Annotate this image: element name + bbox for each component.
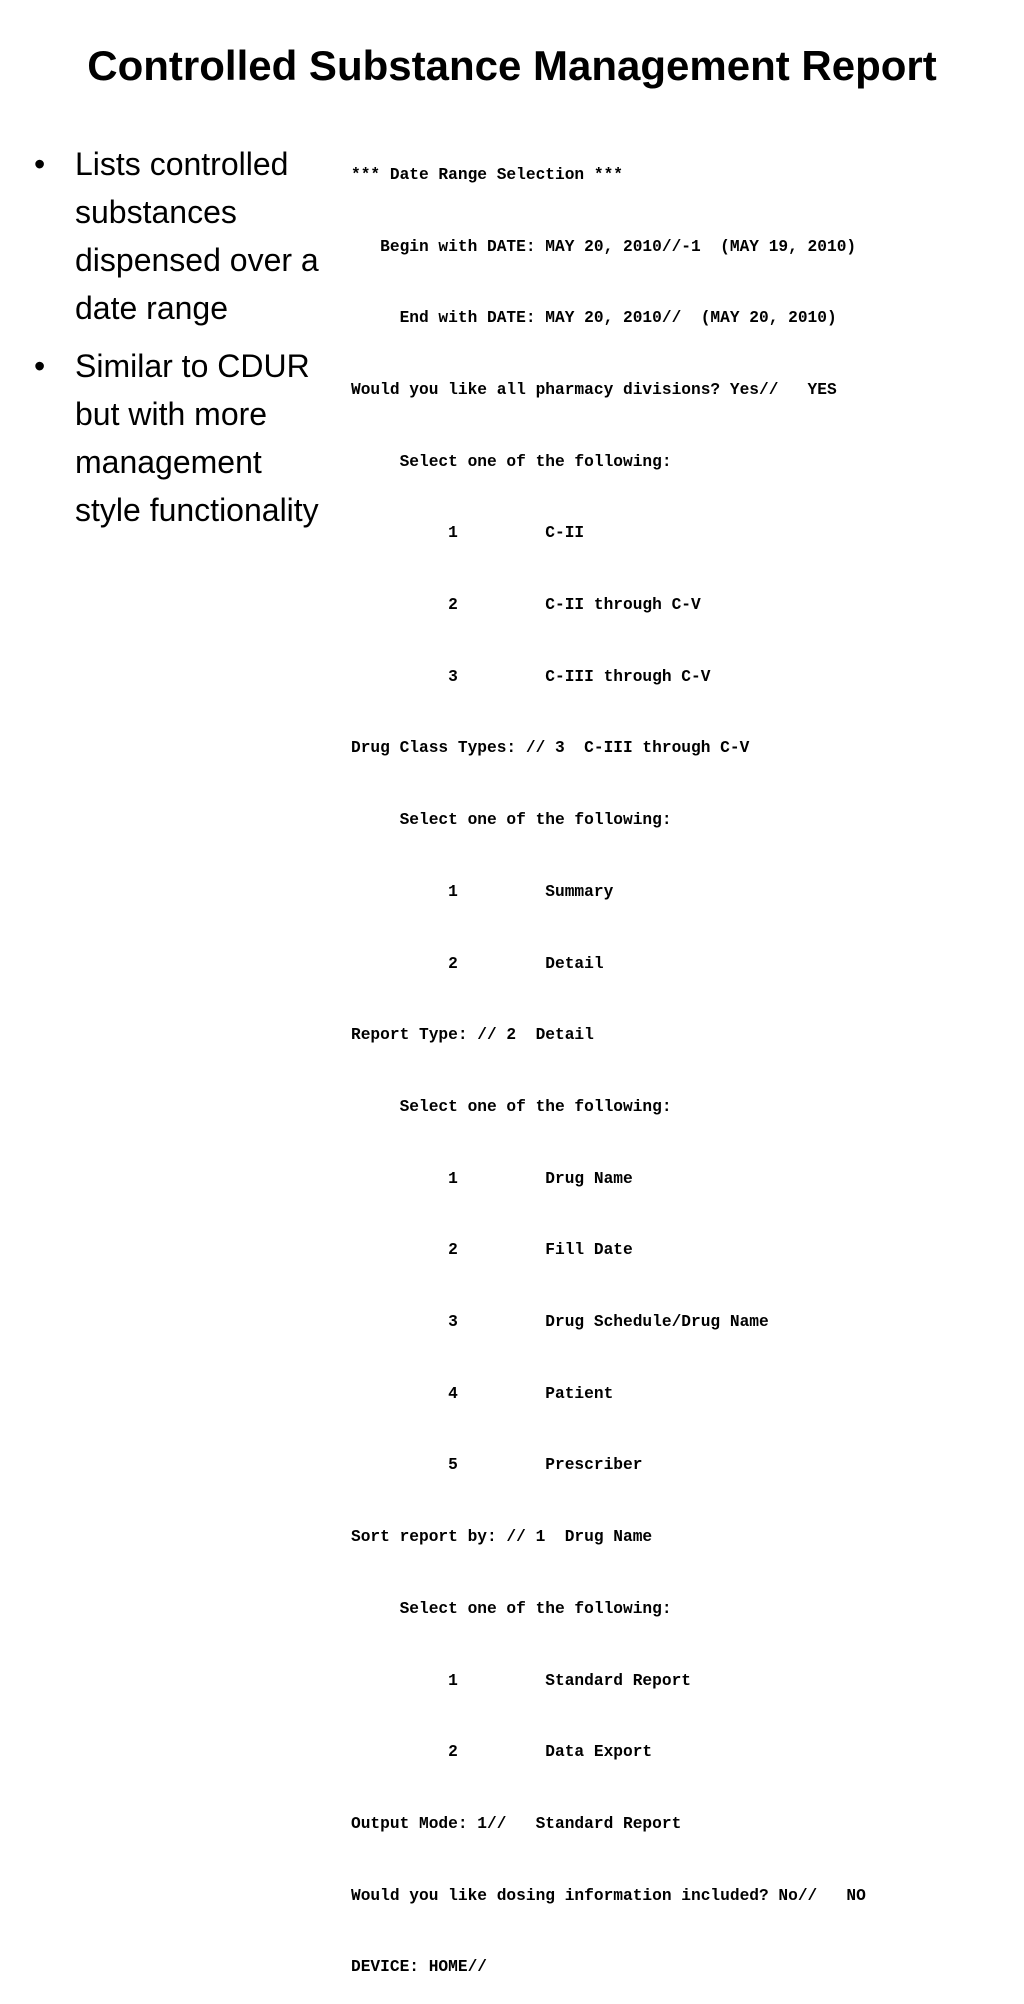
terminal-line: 2 C-II through C-V [351, 596, 701, 615]
terminal-line: End with DATE: MAY 20, 2010// (MAY 20, 2010) [351, 309, 837, 328]
bullet-item [30, 140, 320, 332]
terminal-line: 2 Detail [351, 954, 604, 973]
bullet-dot-icon: • [34, 146, 46, 182]
terminal-line: 1 Standard Report [351, 1671, 691, 1690]
bullet-text: Similar to CDUR but with more management style functionality [75, 348, 319, 528]
slide-title: Controlled Substance Management Report [87, 42, 937, 89]
terminal-line: 4 Patient [351, 1384, 614, 1403]
terminal-line: Select one of the following: [351, 1599, 672, 1618]
terminal-line: 1 C-II [351, 524, 585, 543]
terminal-line: *** Date Range Selection *** [351, 165, 623, 184]
bullet-text: Lists controlled substances dispensed over a date range [75, 146, 319, 326]
terminal-line: Drug Class Types: // 3 C-III through C-V [351, 739, 750, 758]
terminal-line: 2 Fill Date [351, 1241, 633, 1260]
terminal-line: DEVICE: HOME// [351, 1958, 487, 1977]
terminal-line: 3 Drug Schedule/Drug Name [351, 1313, 769, 1332]
terminal-line: Output Mode: 1// Standard Report [351, 1814, 682, 1833]
terminal-line: 1 Summary [351, 882, 614, 901]
terminal-line: 3 C-III through C-V [351, 667, 711, 686]
terminal-line: Select one of the following: [351, 452, 672, 471]
bullet-dot-icon: • [34, 348, 46, 384]
terminal-line: Select one of the following: [351, 811, 672, 830]
bullet-list [30, 140, 320, 544]
terminal-line: Would you like all pharmacy divisions? Yes// YES [351, 380, 837, 399]
terminal-line: Sort report by: // 1 Drug Name [351, 1528, 653, 1547]
terminal-line: Would you like dosing information included? No// NO [351, 1886, 866, 1905]
terminal-line: 5 Prescriber [351, 1456, 643, 1475]
terminal-line: Report Type: // 2 Detail [351, 1026, 594, 1045]
terminal-line: 2 Data Export [351, 1743, 653, 1762]
terminal-output [351, 116, 1011, 2004]
terminal-line: Begin with DATE: MAY 20, 2010//-1 (MAY 19, 2010) [351, 237, 857, 256]
terminal-line: 1 Drug Name [351, 1169, 633, 1188]
bullet-item [30, 342, 320, 534]
terminal-line: Select one of the following: [351, 1097, 672, 1116]
